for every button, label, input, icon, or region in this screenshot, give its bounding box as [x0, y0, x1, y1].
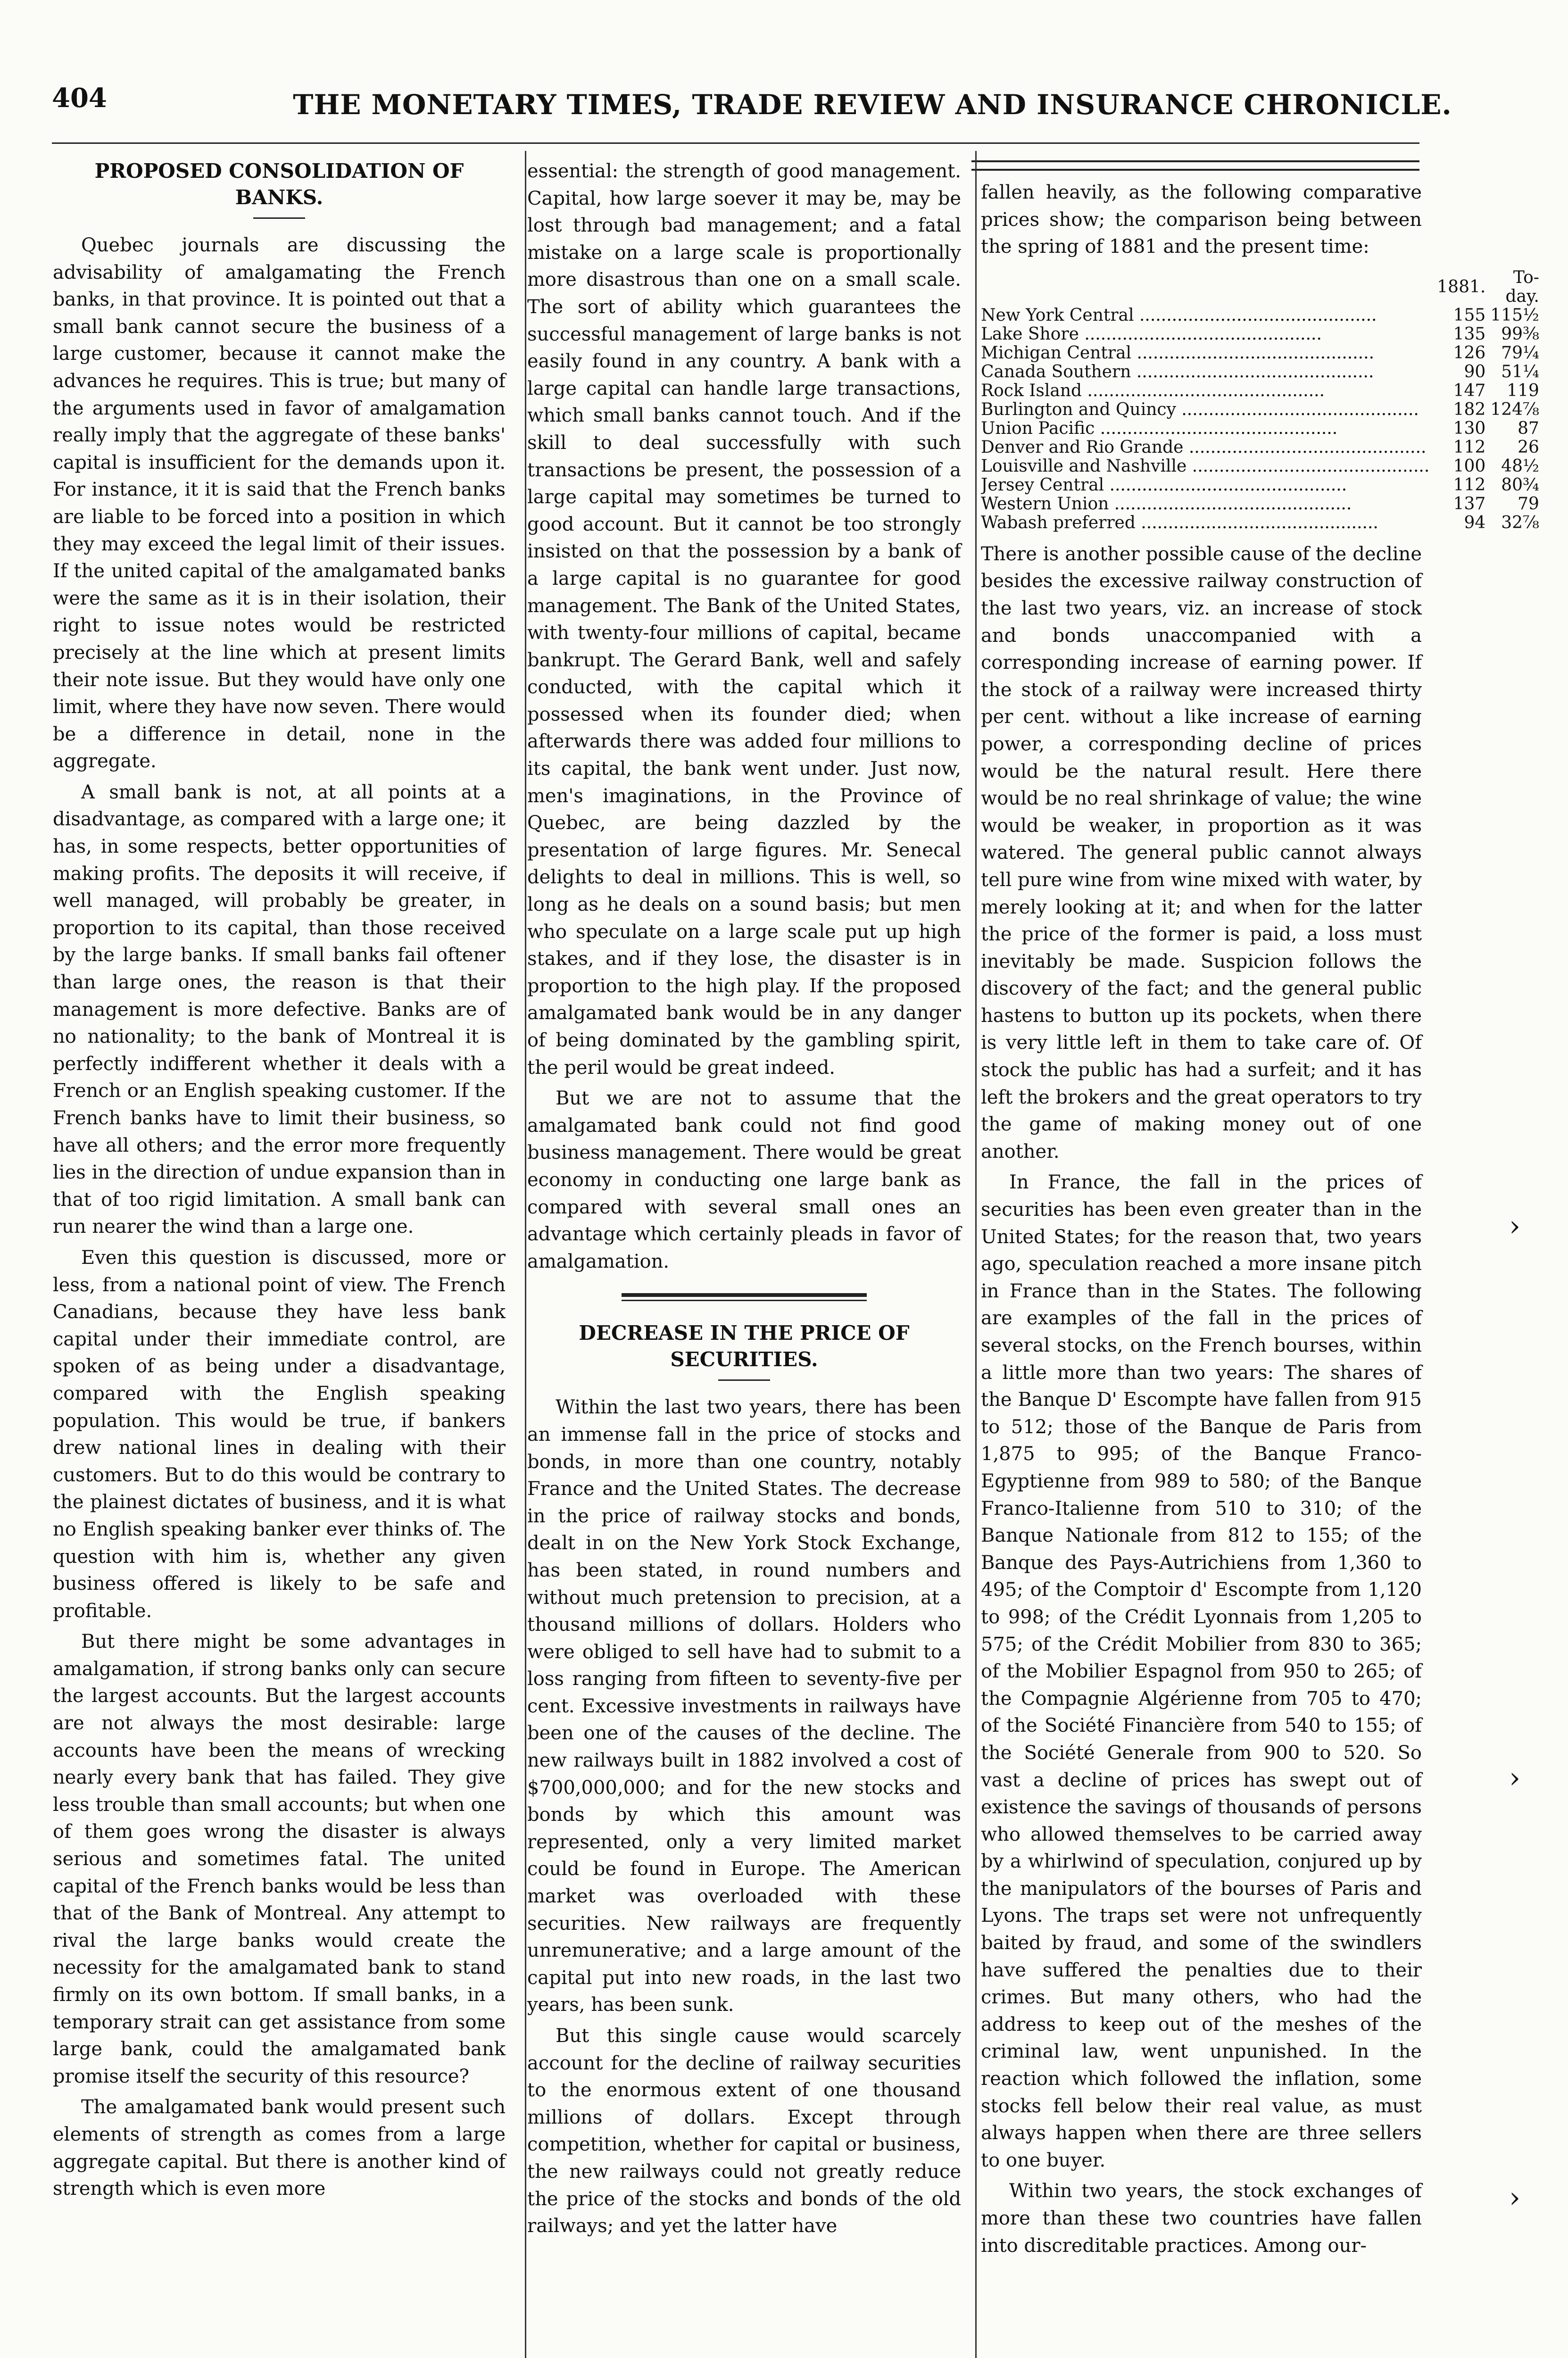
- article-divider: [622, 1293, 867, 1301]
- header-rule: [52, 142, 1419, 144]
- price-today-cell: 115½: [1490, 305, 1539, 325]
- table-row: [981, 344, 1539, 363]
- stock-name-cell: Union Pacific .....: [981, 419, 1429, 438]
- article-paragraph: fallen heavily, as the following comparative prices show; the comparison being between the spring of 1881 and the present time:: [981, 182, 1422, 258]
- title-rule: [253, 217, 305, 219]
- table-row: [981, 363, 1539, 382]
- table-header-row: [981, 268, 1539, 306]
- table-row: [981, 306, 1539, 325]
- stock-name-cell: Burlington and Quincy .....: [981, 400, 1429, 419]
- article-paragraph: Even this question is discussed, more or less, from a national point of view. The French Canadians, because they have less bank capital under their immediate control, are spoken of as being under a disadvantage, compared with the English speaking population. This would be true, if bankers drew national lines in dealing with their customers. But to do this would be contrary to the plainest dictates of business, and it is what no English speaking banker ever thinks of. The question with him is, whether any given business offered is likely to be safe and profitable.: [53, 1246, 506, 1622]
- article-title-securities: DECREASE IN THE PRICE OF SECURITIES.: [579, 1321, 910, 1371]
- price-today-cell: 32⅞: [1501, 513, 1539, 532]
- stock-name-cell: Canada Southern .....: [981, 363, 1429, 382]
- column-header-today: To-day.: [1505, 267, 1539, 306]
- price-1881-cell: 137: [1453, 494, 1486, 514]
- price-1881-cell: 135: [1453, 324, 1486, 344]
- price-1881-cell: 126: [1453, 343, 1486, 363]
- column-header-1881: 1881.: [1437, 277, 1486, 297]
- article-paragraph: Within two years, the stock exchanges of more than these two countries have fallen into discreditable practices. Among our-: [981, 2180, 1422, 2257]
- stock-name-cell: Western Union .....: [981, 495, 1429, 514]
- table-row: [981, 419, 1539, 438]
- article-paragraph: In France, the fall in the prices of securities has been even greater than in the United States; for the reason that, two years ago, speculation reached a more insane pitch in France than in the States. The following are examples of the fall in the prices of several stocks, on the French bourses, within a little more than two years: The shares of the Banque D' Escompte have fallen from 915 to 512; those of the Banque de Paris from 1,875 to 995; of the Banque Franco-Egyptienne from 989 to 580; of the Banque Franco-Italienne from 510 to 310; of the Banque Nationale from 812 to 155; of the Banque des Pays-Autrichiens from 1,360 to 495; of the Comptoir d' Escompte from 1,120 to 998; of the Crédit Lyonnais from 1,205 to 575; of the Crédit Mobilier from 830 to 365; of the Mobilier Espagnol from 950 to 265; of the Compagnie Algérienne from 705 to 470; of the Société Financière from 540 to 155; of the Société Generale from 900 to 520. So vast a decline of prices has swept out of existence the savings of thousands of persons who allowed themselves to be carried away by a whirlwind of speculation, conjured up by the manipulators of the bourses of Paris and Lyons. The traps set were not unfrequently baited by fraud, and some of the swindlers have suffered the penalties due to their crimes. But many others, who had the address to keep out of the meshes of the criminal law, went unpunished. In the reaction which followed the inflation, some stocks fell below their real value, as must always happen when there are three sellers to one buyer.: [981, 1171, 1422, 2171]
- price-1881-cell: 147: [1453, 381, 1486, 400]
- column-three-double-rule: [971, 160, 1419, 171]
- margin-mark: ›: [1509, 1761, 1520, 1794]
- title-rule: [718, 1379, 770, 1381]
- stock-price-table: [981, 268, 1539, 532]
- table-row: [981, 400, 1539, 419]
- margin-mark: ›: [1509, 2181, 1520, 2214]
- article-paragraph: But this single cause would scarcely account for the decline of railway securities to the enormous extent of one thousand millions of dollars. Except through competition, whether for capital or business, the new railways could not greatly reduce the price of the stocks and bonds of the old railways; and yet the latter have: [527, 2025, 961, 2237]
- stock-name-cell: Denver and Rio Grande .....: [981, 438, 1429, 457]
- article-paragraph: But there might be some advantages in amalgamation, if strong banks only can secure the largest accounts. But the largest accounts are not always the most desirable: large accounts have been the means of wrecking nearly every bank that has failed. They give less trouble than small accounts; but when one of them goes wrong the disaster is always serious and sometimes fatal. The united capital of the French banks would be less than that of the Bank of Montreal. Any attempt to rival the large banks would create the necessity for the amalgamated bank to stand firmly on its own bottom. If small banks, in a temporary strait can get assistance from some large bank, could the amalgamated bank promise itself the security of this resource?: [53, 1631, 506, 2087]
- stock-name-cell: Wabash preferred .....: [981, 514, 1429, 532]
- stock-name-cell: New York Central .....: [981, 306, 1429, 325]
- stock-name-cell: Michigan Central .....: [981, 344, 1429, 363]
- price-today-cell: 80¾: [1501, 475, 1539, 495]
- article-paragraph: There is another possible cause of the decline besides the excessive railway construction of the last two years, viz. an increase of stock and bonds unaccompanied with a corresponding increase of earning power. If the stock of a railway were increased thirty per cent. without a like increase of earning power, a corresponding decline of prices would be the natural result. Here there would be no real shrinkage of value; the wine would be weaker, in proportion as it was watered. The general public cannot always tell pure wine from wine mixed with water, by merely looking at it; and when for the latter the price of the former is paid, a loss must inevitably be made. Suspicion follows the discovery of the fact; and the general public hastens to button up its pockets, when there is very little left in them to take care of. Of stock the public has had a surfeit; and it has left the brokers and the great operators to try the game of making money out of one another.: [981, 543, 1422, 1162]
- stock-name-cell: Jersey Central .....: [981, 476, 1429, 495]
- table-row: [981, 495, 1539, 514]
- price-today-cell: 99⅜: [1501, 324, 1539, 344]
- price-1881-cell: 130: [1453, 418, 1486, 438]
- price-today-cell: 79¼: [1501, 343, 1539, 363]
- price-today-cell: 51¼: [1501, 362, 1539, 382]
- table-row: [981, 476, 1539, 495]
- price-1881-cell: 112: [1453, 475, 1486, 495]
- stock-name-cell: Lake Shore .....: [981, 325, 1429, 344]
- price-1881-cell: 155: [1453, 305, 1486, 325]
- table-row: [981, 382, 1539, 400]
- column-3: [981, 179, 1539, 2259]
- article-paragraph: But we are not to assume that the amalgamated bank could not find good business management. There would be great economy in conducting one large bank as compared with several small ones an advantage which certainly pleads in favor of amalgamation.: [527, 1088, 961, 1272]
- article-paragraph: A small bank is not, at all points at a disadvantage, as compared with a large one; it has, in some respects, better opportunities of making profits. The deposits it will receive, if well managed, will probably be greater, in proportion to its capital, than those received by the large banks. If small banks fail oftener than large ones, the reason is that their management is more defective. Banks are of no nationality; to the bank of Montreal it is perfectly indifferent whether it deals with a French or an English speaking customer. If the French banks have to limit their business, so have all others; and the error more frequently lies in the direction of undue expansion than in that of too rigid limitation. A small bank can run nearer the wind than a large one.: [53, 781, 506, 1238]
- price-today-cell: 48½: [1501, 456, 1539, 476]
- margin-mark: ›: [1509, 1210, 1520, 1243]
- stock-table-body: [981, 306, 1539, 532]
- price-1881-cell: 94: [1464, 513, 1486, 532]
- price-1881-cell: 90: [1464, 362, 1486, 382]
- price-1881-cell: 182: [1453, 399, 1486, 419]
- page-number: 404: [52, 83, 107, 114]
- stock-name-cell: Louisville and Nashville .....: [981, 457, 1429, 476]
- price-1881-cell: 100: [1453, 456, 1486, 476]
- price-today-cell: 124⅞: [1490, 399, 1539, 419]
- masthead: THE MONETARY TIMES, TRADE REVIEW AND INSURANCE CHRONICLE.: [293, 89, 1452, 121]
- price-today-cell: 26: [1518, 437, 1539, 457]
- price-today-cell: 87: [1518, 418, 1539, 438]
- price-1881-cell: 112: [1453, 437, 1486, 457]
- column-1: [53, 158, 506, 2203]
- price-today-cell: 119: [1507, 381, 1539, 400]
- table-row: [981, 438, 1539, 457]
- article-title-consolidation: PROPOSED CONSOLIDATION OF BANKS.: [94, 159, 464, 209]
- column-rule-2: [975, 151, 977, 2358]
- article-paragraph: Quebec journals are discussing the advisability of amalgamating the French banks, in that province. It is pointed out that a small bank cannot secure the business of a large customer, because it cannot make the advances he requires. This is true; but many of the arguments used in favor of amalgamation really imply that the aggregate of these banks' capital is insufficient for the demands upon it. For instance, it it is said that the French banks are liable to be forced into a position in which they may exceed the legal limit of their issues. If the united capital of the amalgamated banks were the same as it is in their isolation, their right to issue notes would be restricted precisely at the line which at present limits their note issue. But they would have only one limit, where they have now seven. There would be a difference in detail, none in the aggregate.: [53, 234, 506, 772]
- price-today-cell: 79: [1518, 494, 1539, 514]
- table-row: [981, 514, 1539, 532]
- table-row: [981, 457, 1539, 476]
- column-rule-1: [525, 151, 526, 2358]
- stock-name-cell: Rock Island .....: [981, 382, 1429, 400]
- column-2: [527, 158, 961, 2240]
- article-paragraph: Within the last two years, there has been an immense fall in the price of stocks and bonds, in more than one country, notably France and the United States. The decrease in the price of railway stocks and bonds, dealt in on the New York Stock Exchange, has been stated, in round numbers and without much pretension to precision, at a thousand millions of dollars. Holders who were obliged to sell have had to submit to a loss ranging from fifteen to seventy-five per cent. Excessive investments in railways have been one of the causes of the decline. The new railways built in 1882 involved a cost of $700,000,000; and for the new stocks and bonds by which this amount was represented, only a very limited market could be found in Europe. The American market was overloaded with these securities. New railways are frequently unremunerative; and a large amount of the capital put into new roads, in the last two years, has been sunk.: [527, 1396, 961, 2016]
- article-paragraph: The amalgamated bank would present such elements of strength as comes from a large aggregate capital. But there is another kind of strength which is even more: [53, 2096, 506, 2200]
- table-row: [981, 325, 1539, 344]
- article-paragraph: essential: the strength of good management. Capital, how large soever it may be, may be lost through bad management; and a fatal mistake on a large scale is proportionally more disastrous than one on a small scale. The sort of ability which guarantees the successful management of large banks is not easily found in any country. A bank with a large capital can handle large transactions, which small banks cannot touch. And if the skill to deal successfully with such transactions be present, the possession of a large capital may sometimes be turned to good account. But it cannot be too strongly insisted on that the possession by a bank of a large capital is no guarantee for good management. The Bank of the United States, with twenty-four millions of capital, became bankrupt. The Gerard Bank, well and safely conducted, with the capital which it possessed when its founder died; when afterwards there was added four millions to its capital, the bank went under. Just now, men's imaginations, in the Province of Quebec, are being dazzled by the presentation of large figures. Mr. Senecal delights to deal in millions. This is well, so long as he deals on a sound basis; but men who speculate on a large scale put up high stakes, and if they lose, the disaster is in proportion to the high play. If the proposed amalgamated bank would be in any danger of being dominated by the gambling spirit, the peril would be great indeed.: [527, 160, 961, 1079]
